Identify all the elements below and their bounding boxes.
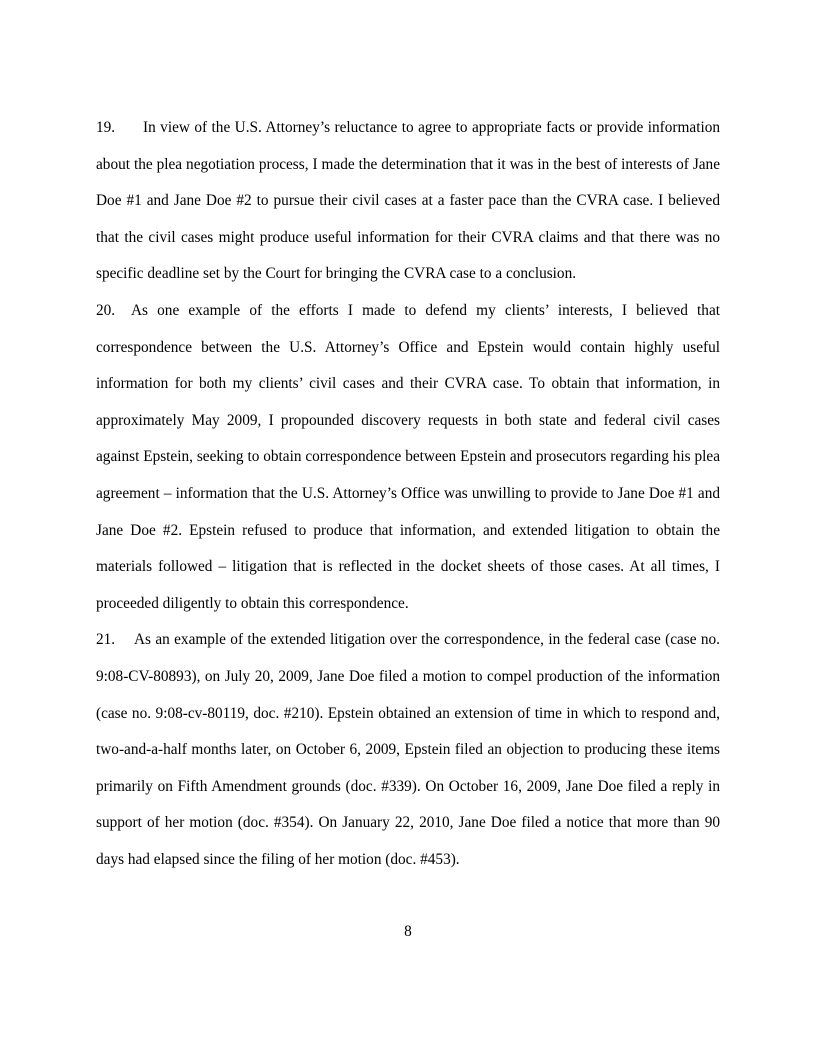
paragraph-number: 19.: [96, 119, 116, 136]
paragraph-20: [96, 293, 720, 622]
paragraph-number: 21.: [96, 631, 116, 649]
paragraph-text: In view of the U.S. Attorney’s reluctance to agree to appropriate facts or provide information about the plea negotiation process, I made the determination that it was in the best of interests of Jane Doe #1 and Jane Doe #2 to pursue their civil cases at a faster pace than the CVRA case. I believed that the civil cases might produce useful information for their CVRA claims and that there was no specific deadline set by the Court for bringing the CVRA case to a conclusion.: [96, 119, 720, 283]
document-body: [96, 110, 720, 878]
paragraph-text: As one example of the efforts I made to defend my clients’ interests, I believed that correspondence between the U.S. Attorney’s Office and Epstein would contain highly useful information for both my clients’ civil cases and their CVRA case. To obtain that information, in approximately May 2009, I propounded discovery requests in both state and federal civil cases against Epstein, seeking to obtain correspondence between Epstein and prosecutors regarding his plea agreement – information that the U.S. Attorney’s Office was unwilling to provide to Jane Doe #1 and Jane Doe #2. Epstein refused to produce that information, and extended litigation to obtain the materials followed – litigation that is reflected in the docket sheets of those cases. At all times, I proceeded diligently to obtain this correspondence.: [96, 301, 720, 612]
paragraph-text: As an example of the extended litigation over the correspondence, in the federal case (case no. 9:08-CV-80893), on July 20, 2009, Jane Doe filed a motion to compel production of the information (case no. 9:08-cv-80119, doc. #210). Epstein obtained an extension of time in which to respond and, two-and-a-half months later, on October 6, 2009, Epstein filed an objection to producing these items primarily on Fifth Amendment grounds (doc. #339). On October 16, 2009, Jane Doe filed a reply in support of her motion (doc. #354). On January 22, 2010, Jane Doe filed a notice that more than 90 days had elapsed since the filing of her motion (doc. #453).: [96, 631, 720, 868]
page-number: 8: [404, 923, 412, 940]
paragraph-number: 20.: [96, 301, 116, 319]
paragraph-21: [96, 622, 720, 878]
paragraph-19: [96, 110, 720, 293]
